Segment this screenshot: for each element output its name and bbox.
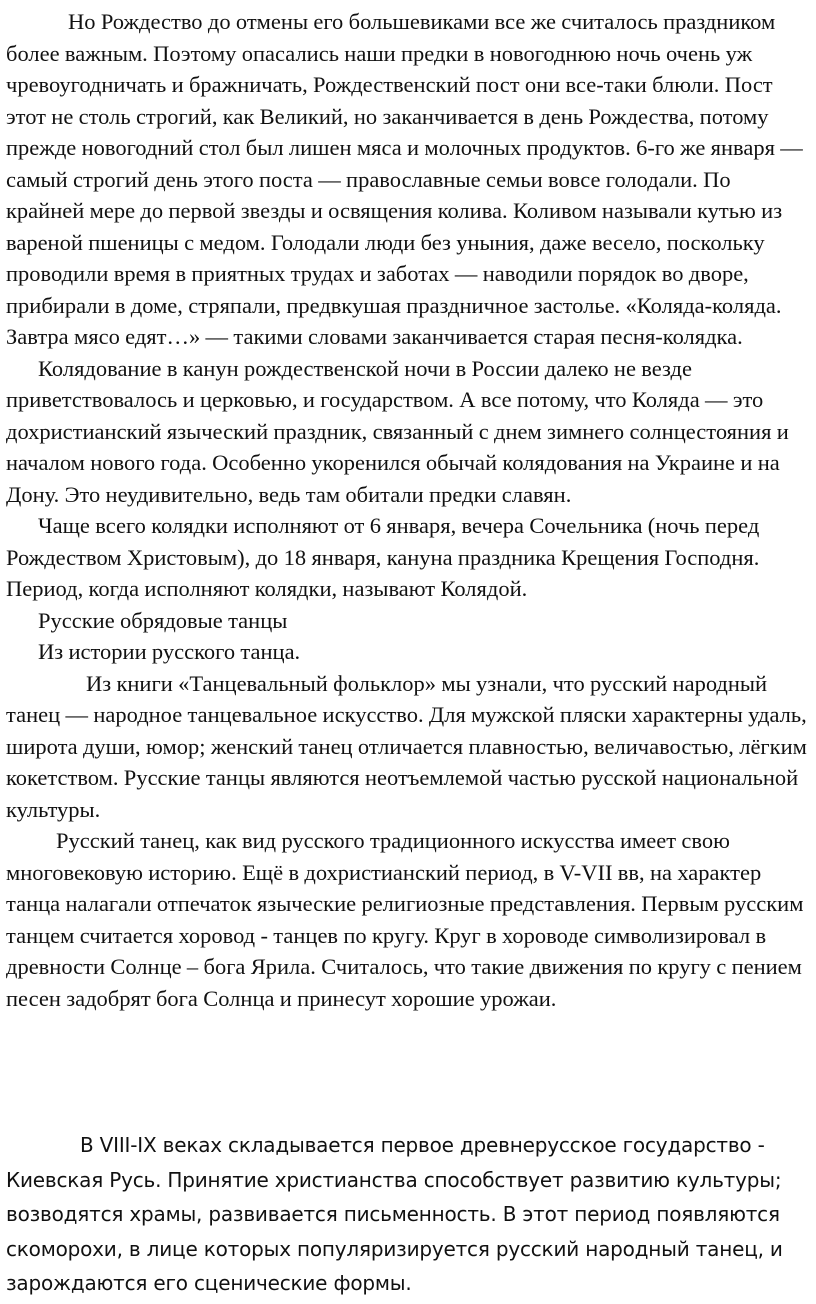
paragraph-round-dance: Русский танец, как вид русского традиционного искусства имеет свою многовековую историю. Ещё в дохристианский период, в V-VII вв, на характер танца налагали отпечаток языческие религиозные представления. Первым русским танцем считается хоровод - танцев по кругу. Круг в хороводе символизировал в древности Солнце – бога Ярила. Считалось, что такие движения по кругу с пением песен задобрят бога Солнца и принесут хорошие урожаи. (6, 828, 804, 1011)
paragraph-dance-folklore: Из книги «Танцевальный фольклор» мы узнали, что русский народный танец — народное танцевальное искусство. Для мужской пляски характерны удаль, широта души, юмор; женский танец отличается плавностью, величавостью, лёгким кокетством. Русские танцы являются неотъемлемой частью русской национальной культуры. (6, 670, 807, 822)
paragraph-koliada-dates: Чаще всего колядки исполняют от 6 января, вечера Сочельника (ночь перед Рождеством Христовым), до 18 января, кануна праздника Крещения Господня. Период, когда исполняют колядки, называют Колядой. (6, 513, 760, 601)
document-body-serif (6, 6, 810, 1014)
paragraph-kievan-rus: В VIII-IX веках складывается первое древнерусское государство - Киевская Русь. Принятие христианства способствует развитию культуры; возводятся храмы, развивается письменность. В этот период появляются скоморохи, в лице которых популяризируется русский народный танец, и зарождаются его сценические формы. (6, 1133, 783, 1295)
section-heading-dance-history: Из истории русского танца. (38, 639, 301, 664)
paragraph-koliada-history: Колядование в канун рождественской ночи в России далеко не везде приветствовалось и церковью, и государством. А все потому, что Коляда — это дохристианский языческий праздник, связанный с днем зимнего солнцестояния и началом нового года. Особенно укоренился обычай колядования на Украине и на Дону. Это неудивительно, ведь там обитали предки славян. (6, 355, 789, 507)
paragraph-christmas-fast: Но Рождество до отмены его большевиками все же считалось праздником более важным. Поэтому опасались наши предки в новогоднюю ночь очень уж чревоугодничать и бражничать, Рождественский пост они все-таки блюли. Пост этот не столь строгий, как Великий, но заканчивается в день Рождества, потому прежде новогодний стол был лишен мяса и молочных продуктов. 6-го же января — самый строгий день этого поста — православные семьи вовсе голодали. По крайней мере до первой звезды и освящения колива. Коливом называли кутью из вареной пшеницы с медом. Голодали люди без уныния, даже весело, поскольку проводили время в приятных трудах и заботах — наводили порядок во дворе, прибирали в доме, стряпали, предвкушая праздничное застолье. «Коляда-коляда. Завтра мясо едят…» — такими словами заканчивается старая песня-колядка. (6, 9, 803, 349)
section-heading-ritual-dances: Русские обрядовые танцы (38, 607, 288, 633)
document-body-sans (6, 1128, 810, 1301)
